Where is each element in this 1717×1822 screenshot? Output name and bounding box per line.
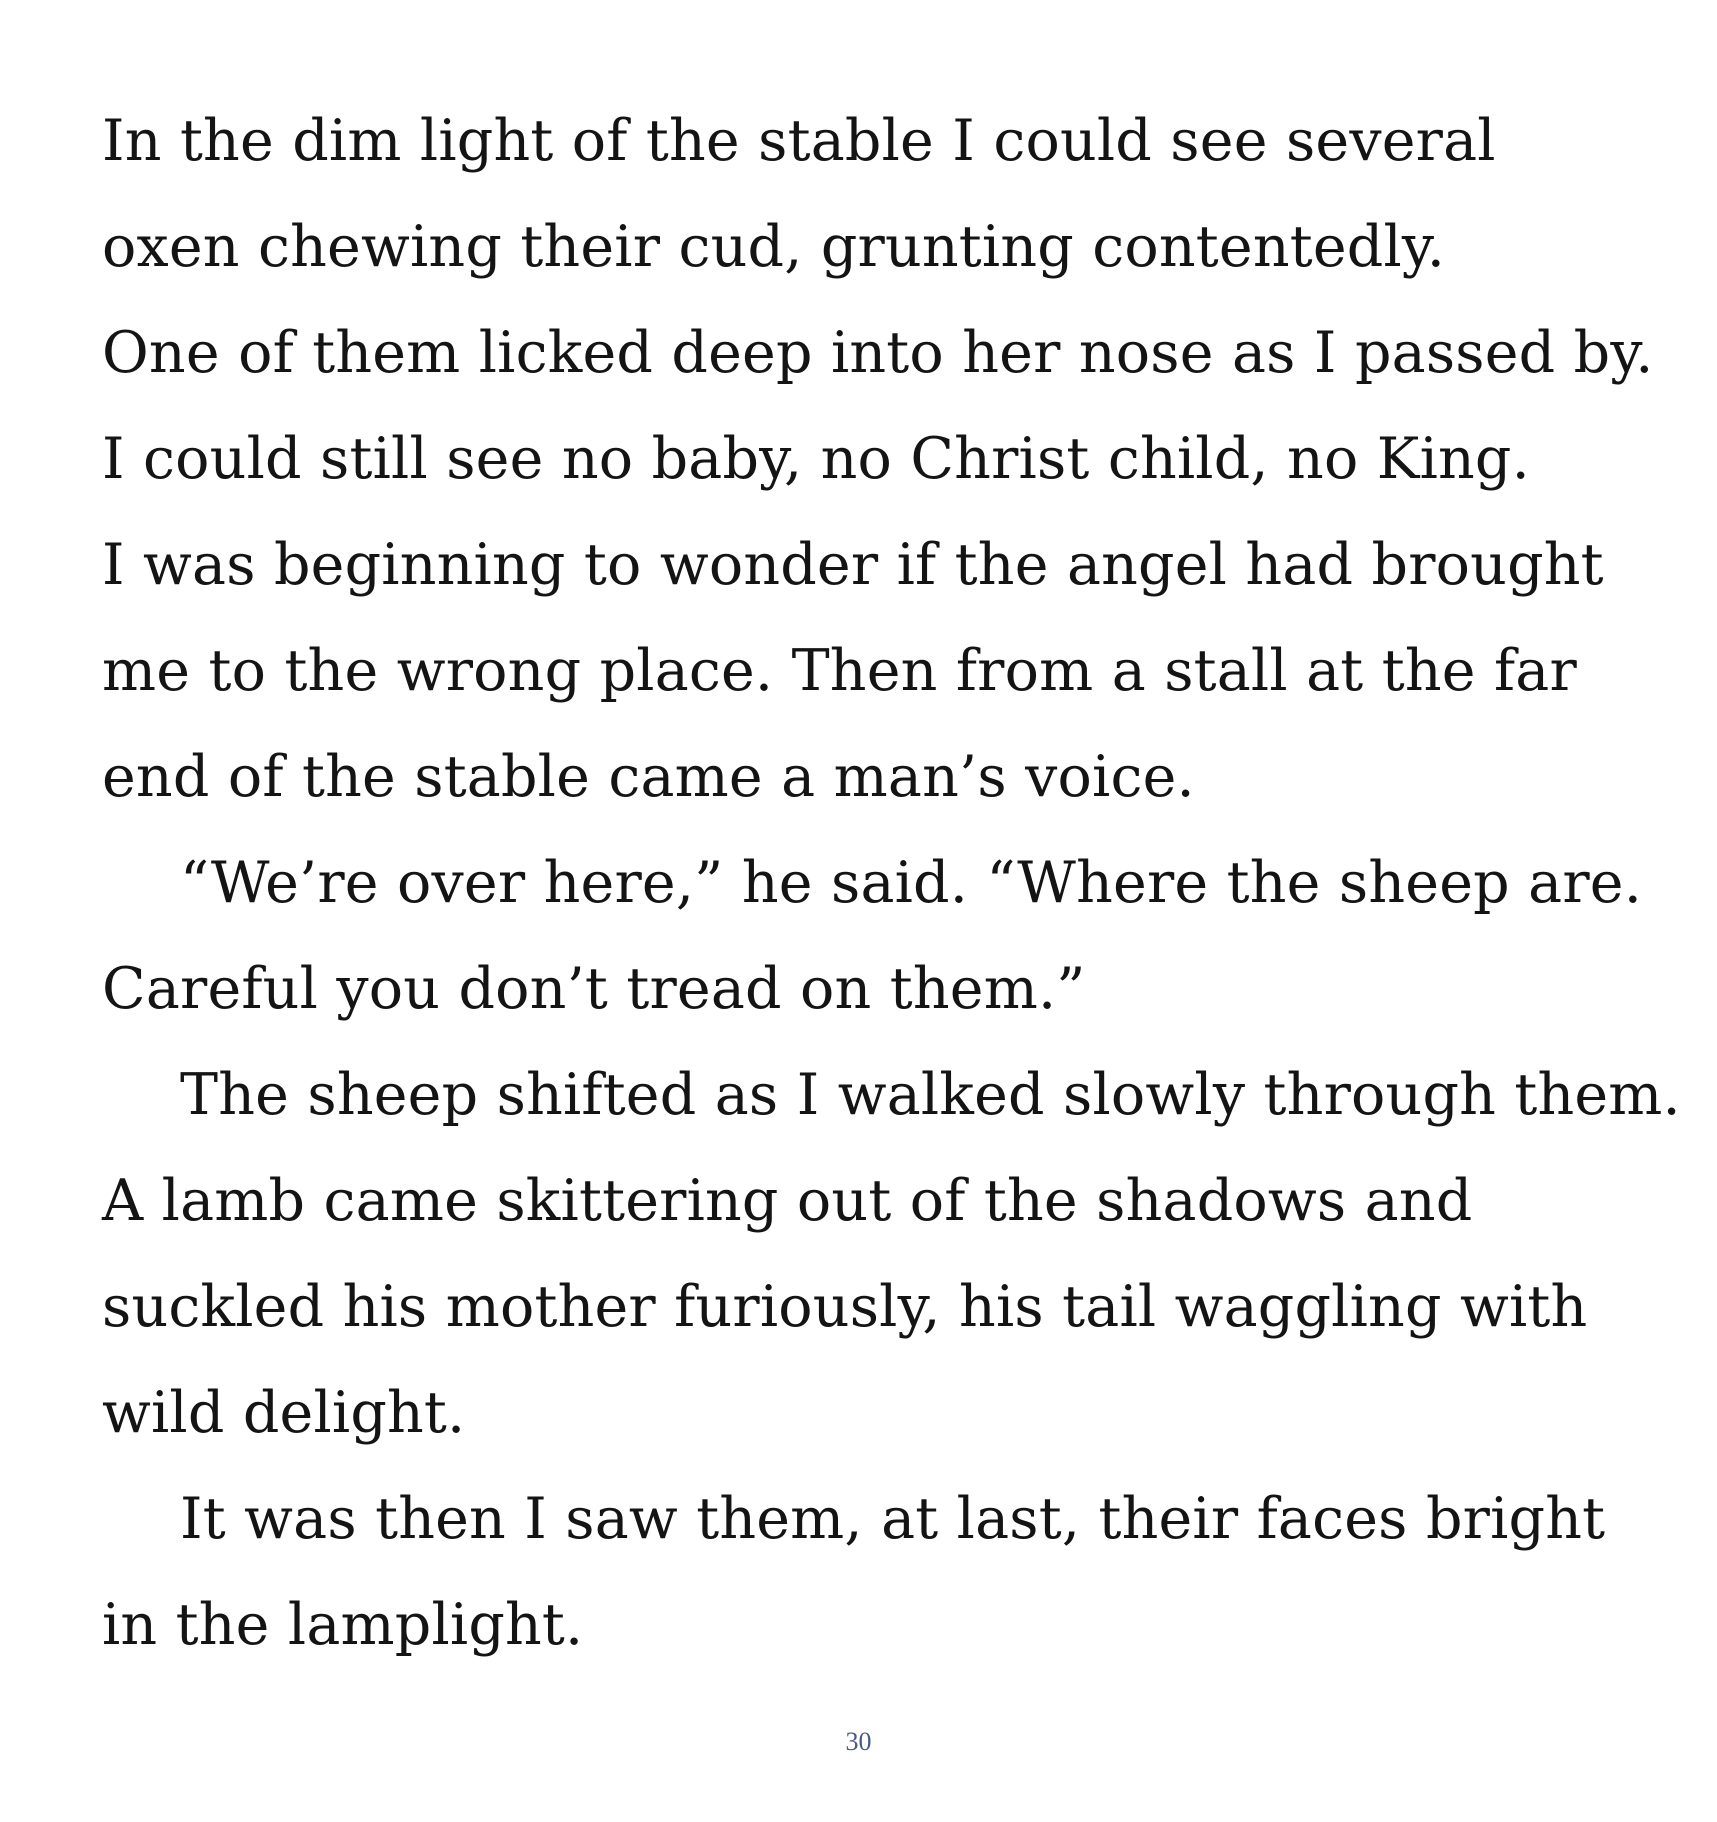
- text-line-10: The sheep shifted as I walked slowly through them.: [180, 1062, 1681, 1128]
- text-line-1: In the dim light of the stable I could see several: [102, 108, 1496, 174]
- text-line-6: me to the wrong place. Then from a stall at the far: [102, 638, 1577, 704]
- text-line-12: suckled his mother furiously, his tail waggling with: [102, 1274, 1588, 1340]
- text-line-14: It was then I saw them, at last, their faces bright: [180, 1486, 1606, 1552]
- text-line-5: I was beginning to wonder if the angel had brought: [102, 532, 1604, 598]
- text-line-3: One of them licked deep into her nose as I passed by.: [102, 320, 1654, 386]
- text-line-8: “We’re over here,” he said. “Where the sheep are.: [180, 850, 1643, 916]
- text-line-15: in the lamplight.: [102, 1592, 584, 1658]
- page-number: 30: [845, 1727, 872, 1756]
- text-line-4: I could still see no baby, no Christ child, no King.: [102, 426, 1530, 492]
- text-line-2: oxen chewing their cud, grunting contentedly.: [102, 214, 1446, 280]
- text-line-7: end of the stable came a man’s voice.: [102, 744, 1195, 810]
- text-line-11: A lamb came skittering out of the shadows and: [102, 1168, 1473, 1234]
- text-line-13: wild delight.: [102, 1380, 466, 1446]
- text-line-9: Careful you don’t tread on them.”: [102, 956, 1086, 1022]
